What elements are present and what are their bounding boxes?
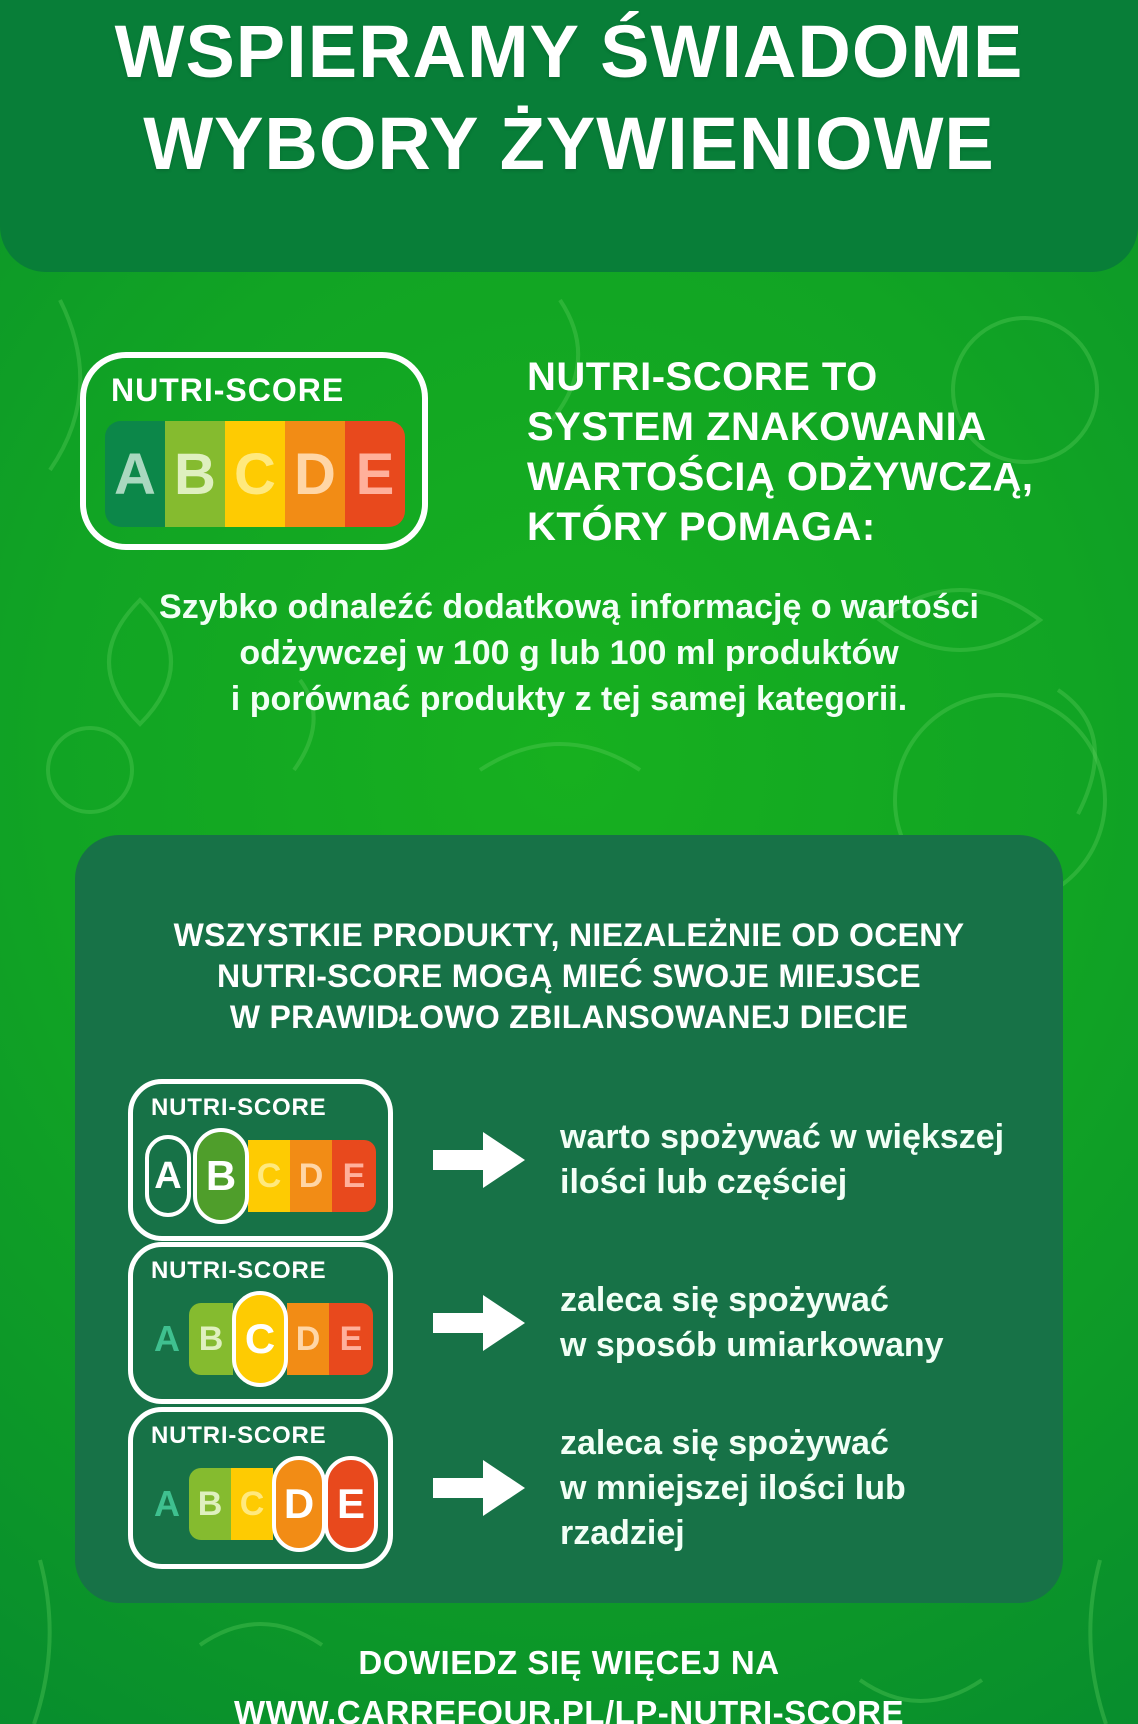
- grade-a-letter: A: [154, 1318, 180, 1359]
- nutriscore-logo-badge: [80, 352, 428, 550]
- row-description-line: zaleca się spożywać: [560, 1281, 889, 1319]
- nutriscore-badge-title: NUTRI-SCORE: [151, 1422, 327, 1449]
- arrow-right-icon: [433, 1124, 527, 1196]
- grade-e-segment: E: [345, 421, 405, 527]
- arrow-shaft: [433, 1313, 485, 1333]
- nutriscore-scale-bar: [145, 1289, 379, 1389]
- nutriscore-scale-bar: [145, 1126, 379, 1226]
- panel-heading-line: WSZYSTKIE PRODUKTY, NIEZALEŻNIE OD OCENY: [173, 917, 965, 953]
- headline-line-2: WYBORY ŻYWIENIOWE: [143, 102, 995, 185]
- nutriscore-logo-title: NUTRI-SCORE: [111, 372, 345, 408]
- intro-paragraph-line: i porównać produkty z tej samej kategorii.: [230, 680, 908, 718]
- page-header: [0, 0, 1138, 272]
- row-description-line: warto spożywać w większej: [560, 1118, 1005, 1156]
- intro-heading-line: SYSTEM ZNAKOWANIA: [527, 405, 987, 449]
- arrow-right-icon: [433, 1452, 527, 1524]
- score-row-grade-b: [128, 1085, 1039, 1235]
- arrow-right-icon: [433, 1287, 527, 1359]
- grade-c-segment: C: [248, 1140, 290, 1212]
- row-description-line: ilości lub częściej: [560, 1163, 848, 1201]
- intro-heading-line: KTÓRY POMAGA:: [527, 505, 876, 549]
- row-description-line: zaleca się spożywać: [560, 1423, 889, 1462]
- nutriscore-badge-de: [128, 1407, 393, 1569]
- row-description-line: w mniejszej ilości lub rzadziej: [560, 1468, 906, 1552]
- arrow-shaft: [433, 1150, 485, 1170]
- footer-url[interactable]: WWW.CARREFOUR.PL/LP-NUTRI-SCORE: [234, 1694, 904, 1724]
- intro-heading: [527, 352, 1087, 552]
- grade-c-highlight-pill: C: [232, 1291, 288, 1387]
- grade-e-highlight-pill: E: [324, 1456, 378, 1552]
- footer-more-info-label: DOWIEDZ SIĘ WIĘCEJ NA: [358, 1644, 780, 1681]
- footer: [0, 1638, 1138, 1724]
- grade-d-segment: D: [285, 421, 345, 527]
- intro-paragraph-line: Szybko odnaleźć dodatkową informację o wartości: [159, 588, 979, 626]
- nutriscore-badge-title: NUTRI-SCORE: [151, 1094, 327, 1121]
- intro-heading-line: NUTRI-SCORE TO: [527, 355, 878, 399]
- headline-line-1: WSPIERAMY ŚWIADOME: [114, 10, 1024, 93]
- nutriscore-scale-bar: [145, 1454, 379, 1554]
- intro-heading-line: WARTOŚCIĄ ODŻYWCZĄ,: [527, 455, 1034, 499]
- grade-a-pill: A: [145, 1135, 191, 1217]
- grade-b-segment: B: [189, 1303, 233, 1375]
- grade-a-segment: A: [105, 421, 165, 527]
- arrow-head: [483, 1132, 525, 1188]
- arrow-shaft: [433, 1478, 485, 1498]
- grade-b-segment: B: [165, 421, 225, 527]
- score-row-grade-c: [128, 1248, 1039, 1398]
- nutriscore-badge-title: NUTRI-SCORE: [151, 1257, 327, 1284]
- arrow-head: [483, 1460, 525, 1516]
- nutriscore-badge-c: [128, 1242, 393, 1404]
- row-description-line: w sposób umiarkowany: [560, 1326, 944, 1364]
- grade-b-highlight-pill: B: [193, 1128, 249, 1224]
- row-description: [560, 1421, 1039, 1556]
- score-row-grade-d-e: [128, 1413, 1039, 1563]
- panel-heading: [75, 915, 1063, 1038]
- grade-b-segment: B: [189, 1468, 231, 1540]
- info-panel: [75, 835, 1063, 1603]
- grade-d-segment: D: [287, 1303, 329, 1375]
- row-description: [560, 1115, 1039, 1205]
- grade-e-segment: E: [332, 1140, 376, 1212]
- panel-heading-line: W PRAWIDŁOWO ZBILANSOWANEJ DIECIE: [229, 999, 909, 1035]
- intro-paragraph: [0, 584, 1138, 722]
- grade-a-letter: A: [154, 1483, 180, 1524]
- grade-c-segment: C: [231, 1468, 273, 1540]
- nutriscore-scale-bar: [105, 421, 405, 527]
- grade-d-segment: D: [290, 1140, 332, 1212]
- nutriscore-badge-b: [128, 1079, 393, 1241]
- intro-paragraph-line: odżywczej w 100 g lub 100 ml produktów: [239, 634, 899, 672]
- grade-c-segment: C: [225, 421, 285, 527]
- row-description: [560, 1278, 1039, 1368]
- grade-d-highlight-pill: D: [272, 1456, 326, 1552]
- panel-heading-line: NUTRI-SCORE MOGĄ MIEĆ SWOJE MIEJSCE: [217, 958, 921, 994]
- grade-e-segment: E: [329, 1303, 373, 1375]
- arrow-head: [483, 1295, 525, 1351]
